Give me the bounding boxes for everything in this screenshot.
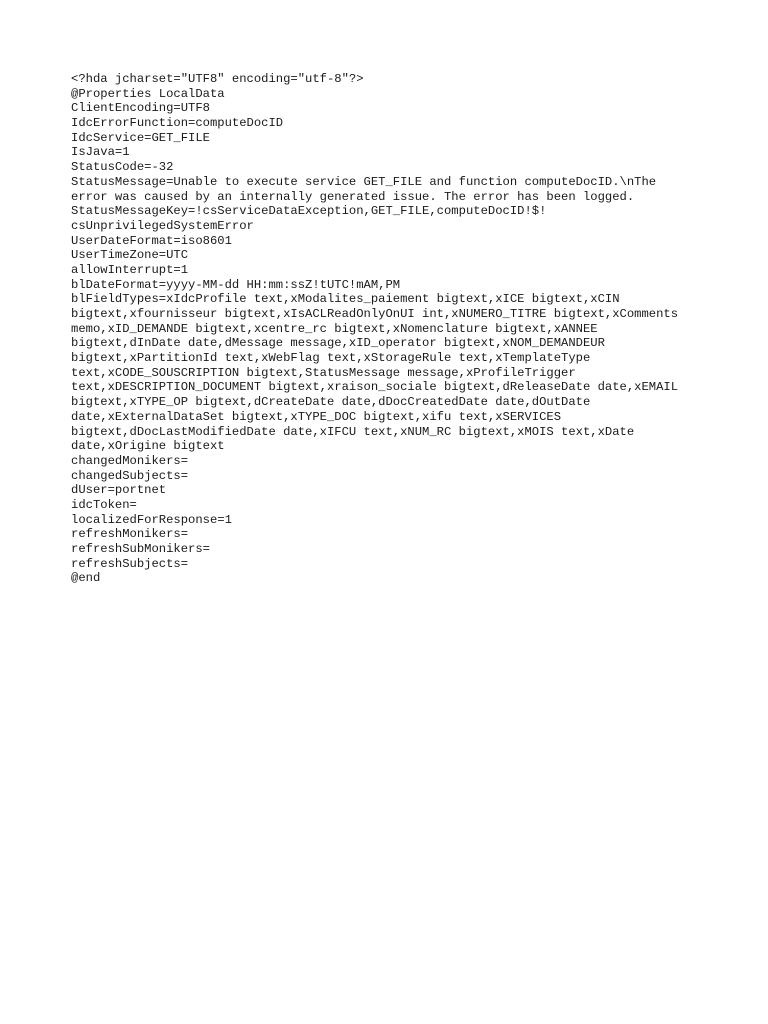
text-line: IsJava=1 [71, 145, 130, 160]
text-line: bigtext,dDocLastModifiedDate date,xIFCU text,xNUM_RC bigtext,xMOIS text,xDate [71, 424, 635, 439]
text-line: @end [71, 571, 101, 586]
text-line: date,xOrigine bigtext [71, 439, 225, 454]
text-line: idcToken= [71, 497, 137, 512]
text-line: @Properties LocalData [71, 86, 225, 101]
text-line: text,xDESCRIPTION_DOCUMENT bigtext,xraison_sociale bigtext,dReleaseDate date,xEMAIL [71, 380, 679, 395]
text-line: bigtext,xTYPE_OP bigtext,dCreateDate date,dDocCreatedDate date,dOutDate [71, 395, 591, 410]
text-line: IdcErrorFunction=computeDocID [71, 116, 284, 131]
text-line: bigtext,xfournisseur bigtext,xIsACLReadOnlyOnUI int,xNUMERO_TITRE bigtext,xComments [71, 307, 679, 321]
text-line: blDateFormat=yyyy-MM-dd HH:mm:ssZ!tUTC!mAM,PM [71, 277, 401, 292]
text-line: refreshSubjects= [71, 556, 189, 571]
text-line: error was caused by an internally generated issue. The error has been logged. [71, 189, 635, 204]
text-line: <?hda jcharset="UTF8" encoding="utf-8"?> [71, 72, 364, 86]
text-line: changedMonikers= [71, 453, 189, 468]
text-line: bigtext,xPartitionId text,xWebFlag text,xStorageRule text,xTemplateType [71, 351, 591, 366]
text-line: text,xCODE_SOUSCRIPTION bigtext,StatusMessage message,xProfileTrigger [71, 365, 576, 380]
text-line: refreshMonikers= [71, 527, 189, 542]
text-line: localizedForResponse=1 [71, 512, 232, 527]
text-line: dUser=portnet [71, 483, 167, 498]
text-line: ClientEncoding=UTF8 [71, 101, 210, 116]
text-line: blFieldTypes=xIdcProfile text,xModalites_paiement bigtext,xICE bigtext,xCIN [71, 292, 620, 307]
text-line: date,xExternalDataSet bigtext,xTYPE_DOC bigtext,xifu text,xSERVICES [71, 409, 562, 424]
text-line: StatusMessageKey=!csServiceDataException,GET_FILE,computeDocID!$! [71, 204, 547, 219]
text-line: memo,xID_DEMANDE bigtext,xcentre_rc bigtext,xNomenclature bigtext,xANNEE [71, 321, 598, 336]
text-line: changedSubjects= [71, 468, 189, 483]
hda-response-text [71, 72, 711, 586]
text-line: IdcService=GET_FILE [71, 130, 210, 145]
text-line: StatusMessage=Unable to execute service GET_FILE and function computeDocID.\nThe [71, 174, 657, 189]
text-line: allowInterrupt=1 [71, 262, 189, 277]
text-line: UserDateFormat=iso8601 [71, 233, 232, 248]
text-line: refreshSubMonikers= [71, 542, 210, 556]
text-line: UserTimeZone=UTC [71, 248, 189, 263]
text-line: StatusCode=-32 [71, 160, 174, 175]
text-line: bigtext,dInDate date,dMessage message,xID_operator bigtext,xNOM_DEMANDEUR [71, 336, 605, 351]
text-line: csUnprivilegedSystemError [71, 218, 254, 233]
